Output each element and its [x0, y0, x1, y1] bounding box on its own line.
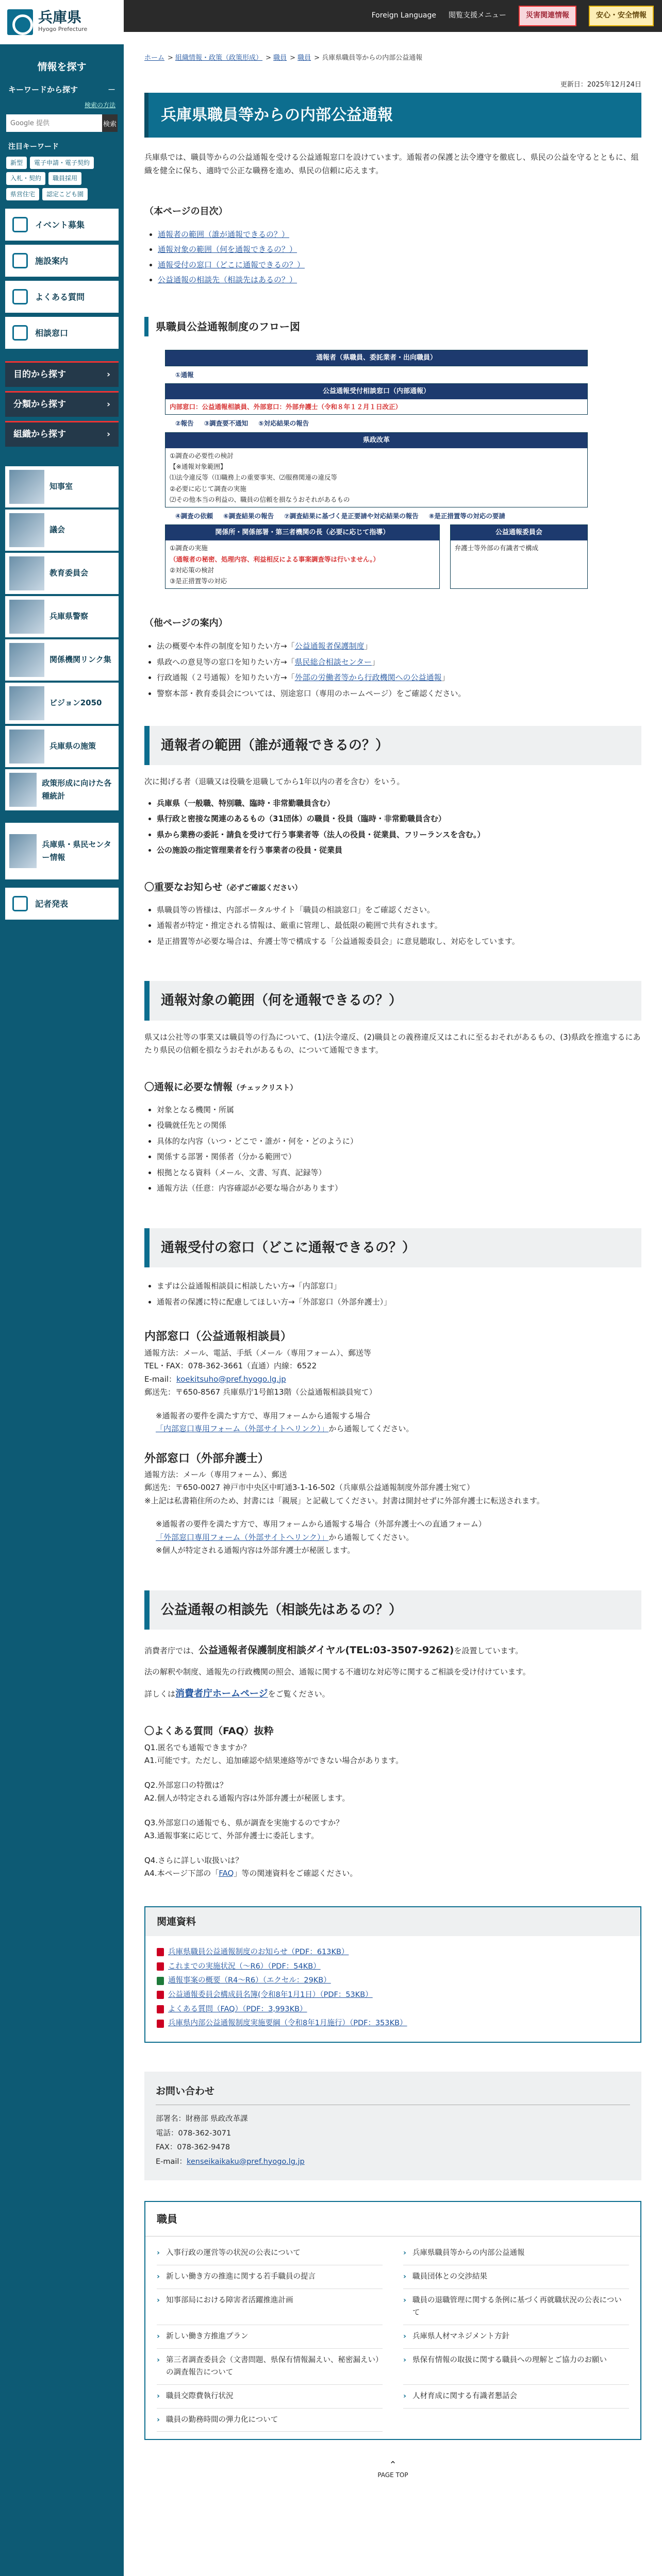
keyword-heading: 注目キーワード: [8, 143, 59, 151]
faq-answer: [144, 1867, 641, 1880]
checklist-item: • 対象となる機関・所属: [157, 1104, 641, 1117]
main: [124, 0, 662, 2576]
pdf-icon: [157, 1991, 164, 1999]
flow-line: ①調査の必要性の検討: [170, 451, 234, 460]
external-line: 郵送先：〒650-0027 神戸市中央区中町通3-1-16-502（兵庫県公益通報制度外部弁護士宛て）: [144, 1483, 475, 1493]
email-label: E-mail：: [156, 2157, 187, 2166]
flow-box-title: 公益通報委員会: [451, 525, 587, 540]
chevron-right-icon: ›: [106, 369, 110, 380]
faq-question: Q1.匿名でも通報できますか？: [144, 1742, 251, 1752]
other-item: [157, 640, 641, 653]
notice-title: 〇重要なお知らせ: [144, 881, 223, 893]
flow-arrow-label: ②報告: [175, 419, 194, 428]
link-label: 兵庫県・県民センター情報: [42, 839, 111, 862]
pdf-icon: [157, 1962, 164, 1971]
related-link[interactable]: › 兵庫県人材マネジメント方針: [403, 2325, 629, 2349]
page-top-label: PAGE TOP: [377, 2471, 408, 2479]
excel-icon: [157, 1977, 164, 1985]
consult-text: を設置しています。: [454, 1646, 523, 1656]
link-policy[interactable]: [5, 726, 119, 767]
flow-diagram: [165, 350, 588, 589]
checklist-title: 〇通報に必要な情報: [144, 1081, 233, 1093]
consult-line: [144, 1642, 641, 1658]
flow-box-body: 内部窓口：公益通報相談員、外部窓口：外部弁護士（令和８年１２月１日改正）: [170, 403, 402, 411]
faq-answer: A2.個人が特定される通報内容は外部弁護士が秘匿します。: [144, 1793, 350, 1803]
faq-answer-text: A4.本ページ下部の「: [144, 1869, 219, 1878]
consult-text: 詳しくは: [144, 1689, 176, 1699]
related-pages-heading: 職員: [145, 2202, 640, 2236]
contact-email-link[interactable]: kenseikaikaku@pref.hyogo.lg.jp: [186, 2157, 305, 2166]
flow-box-department: [165, 524, 440, 589]
window-item: • まずは公益通報相談員に相談したい方→「内部窓口」: [157, 1280, 641, 1293]
keyword-tag[interactable]: 認定こども園: [42, 188, 88, 200]
calendar-icon: [12, 217, 28, 232]
toc-link[interactable]: 通報受付の窓口（どこに通報できるの？）: [158, 260, 305, 269]
internal-form-link[interactable]: 「内部窓口専用フォーム（外部サイトへリンク）」: [156, 1424, 329, 1434]
link-label: 兵庫県警察: [49, 612, 89, 621]
link-label: 知事室: [49, 482, 73, 492]
internal-email-link[interactable]: koekitsuho@pref.hyogo.lg.jp: [176, 1374, 286, 1384]
link-assembly[interactable]: [5, 510, 119, 551]
flow-arrow-row: [165, 415, 588, 432]
flow-line: ⑴法令違反等（⑴職務上の重要事実、⑵服務関連の違反等: [170, 473, 338, 482]
section-heading: 通報受付の窓口（どこに通報できるの？）: [144, 1228, 641, 1267]
keyword-tag[interactable]: 職員採用: [48, 172, 81, 184]
checklist-heading: [144, 1079, 641, 1095]
internal-note: ※通報者の要件を満たす方で、専用フォームから通報する場合: [156, 1411, 371, 1420]
faq-answer: A3.通報事案に応じて、外部弁護士に委託します。: [144, 1831, 319, 1841]
contact-org: 部署名：財務部 県政改革課: [156, 2115, 248, 2124]
nav-organization[interactable]: [5, 421, 119, 447]
contact-tel: 電話：078-362-3071: [156, 2129, 231, 2138]
notice-item: • 是正措置等が必要な場合は、弁護士等で構成する「公益通報委員会」に意見聴取し、対応をしています。: [157, 935, 641, 948]
flow-line: ③是正措置等の対応: [170, 577, 227, 585]
nav-organization-label: 組織から探す: [13, 429, 66, 440]
doc-item[interactable]: [157, 1974, 629, 1987]
intro-text: 兵庫県では、職員等からの公益通報を受ける公益通報窓口を設けています。通報者の保護と法令遵守を徹底し、県民の公益を守るとともに、組織を健全に保ち、適時で公正な職務を進め、県民の信頼に応えます。: [144, 152, 639, 175]
other-link[interactable]: 外部の労働者等から行政機関への公益通報: [294, 673, 442, 682]
link-label: 教育委員会: [49, 568, 89, 578]
chevron-right-icon: ›: [106, 429, 110, 440]
section-lead: 県又は公社等の事業又は職員等の行為について、(1)法令違反、(2)職員との義務違反又はこれに至るおそれがあるもの、(3)県政を推進するにあたり県民の信頼を損なうおそれがあるもの、について通報できます。: [144, 1032, 641, 1055]
police-photo: [9, 600, 44, 634]
site-logo[interactable]: [0, 0, 124, 44]
statistics-photo: [9, 773, 37, 807]
email-label: E-mail：: [144, 1374, 177, 1384]
breadcrumb-item[interactable]: ホーム: [144, 54, 165, 62]
section-lead: 次に掲げる者（退職又は役職を退職してから1年以内の者を含む）をいう。: [144, 777, 405, 787]
nav-event[interactable]: [5, 209, 119, 241]
related-link[interactable]: › 第三者調査委員会（文書問題、県保有情報漏えい、秘密漏えい）の調査報告について: [157, 2349, 383, 2385]
faq-question: Q3.外部窓口の通報でも、県が調査を実施するのですか？: [144, 1818, 344, 1827]
flow-arrow-row: [165, 507, 588, 524]
other-link[interactable]: 公益通報者保護制度: [294, 641, 365, 651]
nav-purpose[interactable]: [5, 361, 119, 387]
related-link[interactable]: › 職員団体との交渉結果: [403, 2265, 629, 2289]
notice-item: • 通報者が特定・推定される情報は、厳重に管理し、最低限の範囲で共有されます。: [157, 919, 641, 933]
link-center[interactable]: [5, 823, 119, 879]
reporter-list: [157, 797, 641, 857]
external-line: 通報方法：メール（専用フォーム）、郵送: [144, 1469, 287, 1479]
related-link[interactable]: › 職員の勤務時間の弾力化について: [157, 2409, 383, 2432]
other-text: 法の概要や本件の制度を知りたい方→「: [157, 641, 295, 651]
doc-item[interactable]: [157, 2003, 629, 2016]
nav-label: よくある質問: [35, 292, 85, 302]
related-link[interactable]: › 兵庫県職員等からの内部公益通報: [403, 2242, 629, 2265]
reporter-item: • 兵庫県（一般職、特別職、臨時・非常勤職員含む）: [157, 797, 641, 810]
related-link[interactable]: › 職員交際費執行状況: [157, 2385, 383, 2409]
other-heading: （他ページの案内）: [144, 618, 228, 629]
doc-item[interactable]: [157, 1989, 629, 2002]
nav-category-label: 分類から探す: [13, 399, 66, 410]
disaster-button[interactable]: 災害関連情報: [519, 6, 576, 26]
faq-answer: A1.可能です。ただし、追加確認や結果連絡等ができない場合があります。: [144, 1756, 404, 1766]
flow-box-title: 関係所・関係部署・第三者機関の長（必要に応じて指導）: [166, 525, 439, 540]
doc-item[interactable]: [157, 2017, 629, 2030]
keyword-tag[interactable]: 入札・契約: [6, 172, 45, 184]
checklist: [157, 1104, 641, 1195]
faq-list: [144, 1741, 641, 1880]
flow-line: ⑵その他本当の利益の、職員の信頼を損なうおそれがあるもの: [170, 495, 350, 503]
doc-item[interactable]: [157, 1960, 629, 1973]
logo-text: 兵庫県: [38, 8, 82, 26]
internal-line: 通報方法：メール、電話、手紙（メール（専用フォーム）、郵送等: [144, 1348, 371, 1358]
nav-label: 施設案内: [35, 256, 69, 266]
nav-category[interactable]: [5, 391, 119, 417]
link-governor[interactable]: [5, 466, 119, 507]
faq-question: Q2.外部窓口の特徴は？: [144, 1780, 228, 1790]
keyword-search-label: キーワードから探す: [8, 85, 78, 95]
toc-link[interactable]: 通報対象の範囲（何を通報できるの？）: [158, 245, 297, 255]
assembly-photo: [9, 513, 44, 547]
consult-dial: 公益通報者保護制度相談ダイヤル(TEL:03-3507-9262): [198, 1645, 454, 1656]
flow-box-title: 通報者（県職員、委託業者・出向職員）: [166, 350, 587, 366]
flow-arrow-label: ⑥調査結果の報告: [223, 512, 274, 520]
keyword-list: [0, 157, 124, 209]
other-item: [157, 687, 641, 701]
breadcrumb-item[interactable]: 職員: [297, 54, 311, 62]
doc-link[interactable]: 通報事案の概要（R4～R6）（エクセル：29KB）: [168, 1976, 331, 1985]
link-label: 兵庫県の施策: [49, 741, 96, 751]
related-link[interactable]: › 人材育成に関する有識者懇話会: [403, 2385, 629, 2409]
logo-en: Hyogo Prefecture: [38, 25, 88, 32]
chevron-right-icon: ›: [106, 399, 110, 410]
internal-line: TEL・FAX：078-362-3661（直通）内線：6522: [144, 1361, 317, 1371]
pdf-icon: [157, 2005, 164, 2013]
related-link[interactable]: › 県保有情報の取扱に関する職員への理解とご協力のお願い: [403, 2349, 629, 2385]
flow-box-reporter: [165, 350, 588, 366]
keyword-tag[interactable]: 電子申請・電子契約: [30, 157, 94, 169]
question-icon: [12, 289, 28, 304]
map-photo: [9, 834, 37, 868]
top-bar: [124, 0, 662, 32]
other-text: 」: [371, 657, 379, 667]
link-label: ビジョン2050: [49, 698, 102, 708]
pdf-icon: [157, 1948, 164, 1956]
section-heading: 通報対象の範囲（何を通報できるの？）: [144, 981, 641, 1020]
link-education[interactable]: [5, 553, 119, 594]
contact-heading: お問い合わせ: [156, 2083, 630, 2105]
related-link[interactable]: › 職員の退職管理に関する条例に基づく再就職状況の公表について: [403, 2289, 629, 2325]
person-icon: [12, 325, 28, 341]
flow-arrow-label: ④調査の依頼: [175, 512, 213, 520]
toc-list: [158, 228, 641, 287]
consult-line: [144, 1686, 641, 1702]
link-label: 議会: [49, 525, 65, 535]
faq-question: Q4.さらに詳しい取扱いは？: [144, 1855, 243, 1865]
external-form-link[interactable]: 「外部窓口専用フォーム（外部サイトへリンク）」: [156, 1532, 329, 1542]
link-vision[interactable]: [5, 683, 119, 724]
flow-arrow-label: ⑦調査結果に基づく是正要請や対応結果の報告: [284, 512, 419, 520]
faq-answer-text: 」等の関連資料をご確認ください。: [234, 1869, 358, 1878]
flow-line: ②対応策の検討: [170, 566, 214, 574]
checklist-sub: （チェックリスト）: [233, 1083, 297, 1092]
related-pages-grid: [145, 2236, 640, 2439]
vision-photo: [9, 686, 44, 720]
internal-window-title: 内部窓口（公益通報相談員）: [144, 1330, 292, 1344]
nav-label: 相談窓口: [35, 328, 69, 338]
checklist-item: • 通報方法（任意：内容確認が必要な場合があります）: [157, 1182, 641, 1195]
reporter-item: • 公の施設の指定管理業者を行う事業者の役員・従業員: [157, 844, 641, 857]
flow-arrow-label: ③調査要不通知: [204, 419, 249, 428]
related-link[interactable]: › 新しい働き方の推進に関する若手職員の提言: [157, 2265, 383, 2289]
checklist-item: • 具体的な内容（いつ・どこで・誰が・何を・どのように）: [157, 1135, 641, 1148]
flow-box-committee: [450, 524, 588, 589]
flow-box-body: 弁護士等外部の有識者で構成: [454, 544, 539, 552]
breadcrumb-item[interactable]: 組織情報・政策（政策形成）: [175, 54, 263, 62]
updated-date: 更新日：2025年12月24日: [560, 81, 641, 89]
faq-link[interactable]: FAQ: [219, 1869, 234, 1878]
nav-faq[interactable]: [5, 281, 119, 313]
keyword-tag[interactable]: 県営住宅: [6, 188, 39, 200]
doc-link[interactable]: これまでの実施状況（～R6）（PDF：54KB）: [168, 1962, 321, 1971]
notice-sub: （必ずご確認ください）: [222, 884, 302, 892]
pdf-icon: [157, 2020, 164, 2028]
related-link[interactable]: › 新しい働き方推進プラン: [157, 2325, 383, 2349]
related-docs: [144, 1906, 641, 2043]
internal-email: [144, 1373, 641, 1386]
other-text: 」: [364, 641, 372, 651]
page-top-button[interactable]: [144, 2461, 641, 2480]
checklist-item: • 役職就任先との関係: [157, 1119, 641, 1132]
notice-heading: [144, 879, 641, 895]
flow-box-body: [166, 540, 439, 588]
flow-arrow-row: [165, 366, 588, 383]
other-text: 警察本部・教育委員会については、別途窓口（専用のホームページ）をご確認ください。: [157, 688, 466, 698]
reporter-item: • 県から業務の委託・請負を受けて行う事業者等（法人の役員・従業員、フリーランスを含む。）: [157, 828, 641, 842]
toc-heading: （本ページの目次）: [144, 206, 228, 217]
breadcrumb: ホーム > 組織情報・政策（政策形成） > 職員 > 職員 > 兵庫県職員等からの内部公益通報: [144, 54, 423, 62]
contact-box: [144, 2072, 641, 2180]
window-list: [157, 1280, 641, 1309]
consult-text: 法の解釈や制度、通報先の行政機関の照会、通報に関する不適切な対応等に関するご相談を受け付けています。: [144, 1667, 531, 1677]
sidebar-title: 情報を探す: [37, 61, 87, 73]
consult-text: 消費者庁では、: [144, 1646, 199, 1656]
search-input[interactable]: [6, 114, 102, 132]
search-form: [0, 114, 124, 138]
chevron-up-icon: ⌃: [389, 2460, 397, 2471]
external-note: ※個人が特定される通報内容は外部弁護士が秘匿します。: [156, 1546, 355, 1555]
link-statistics[interactable]: [5, 769, 119, 810]
external-note: から通報してください。: [328, 1532, 414, 1542]
nav-consult[interactable]: [5, 317, 119, 349]
sidebar: [0, 0, 124, 2576]
breadcrumb-current: 兵庫県職員等からの内部公益通報: [322, 54, 423, 62]
related-docs-heading: 関連資料: [145, 1907, 640, 1936]
other-link[interactable]: 県民総合相談センター: [294, 657, 372, 667]
toc-link[interactable]: 公益通報の相談先（相談先はあるの？）: [158, 275, 297, 285]
external-window: [144, 1449, 641, 1557]
flow-box-body: [166, 448, 587, 507]
link-related-org[interactable]: [5, 639, 119, 681]
access-menu-link[interactable]: 閲覧支援メニュー: [449, 11, 506, 20]
external-window-title: 外部窓口（外部弁護士）: [144, 1452, 270, 1465]
building-icon: [12, 253, 28, 268]
link-label: 記者発表: [35, 899, 69, 909]
related-org-photo: [9, 643, 44, 677]
education-photo: [9, 556, 44, 590]
section-heading: 通報者の範囲（誰が通報できるの？）: [144, 726, 641, 765]
other-item: [157, 671, 641, 685]
flow-line: 【※通報対象範囲】: [170, 463, 227, 471]
contact-fax: FAX：078-362-9478: [156, 2143, 230, 2152]
keyword-tag[interactable]: 新型: [6, 157, 27, 169]
nav-purpose-label: 目的から探す: [13, 369, 66, 380]
doc-item[interactable]: [157, 1946, 629, 1959]
related-link[interactable]: › 入事行政の運営等の状況の公表について: [157, 2242, 383, 2265]
checklist-item: • 関係する部署・関係者（分かる範囲で）: [157, 1150, 641, 1164]
link-label: 政策形成に向けた各種統計: [42, 778, 112, 801]
other-item: [157, 656, 641, 669]
search-button[interactable]: 検索: [102, 114, 118, 132]
nav-label: イベント募集: [35, 219, 85, 230]
other-list: [157, 640, 641, 700]
external-note: ※通報者の要件を満たす方で、専用フォームから通報する場合（外部弁護士への直通フォーム）: [156, 1519, 486, 1529]
press-icon: [12, 896, 28, 911]
keyword-search-toggle[interactable]: [0, 80, 124, 100]
faq-heading: 〇よくある質問（FAQ）抜粋: [144, 1725, 274, 1737]
internal-window: [144, 1327, 641, 1435]
minus-icon: －: [107, 85, 115, 95]
internal-note: から通報してください。: [328, 1424, 414, 1434]
checklist-item: • 根拠となる資料（メール、文書、写真、記録等）: [157, 1166, 641, 1180]
flow-line: ①調査の実施: [170, 544, 208, 552]
nav-facility[interactable]: [5, 245, 119, 277]
flow-box-reform: [165, 432, 588, 507]
policy-photo: [9, 730, 44, 764]
doc-list: [145, 1936, 640, 2042]
window-item: • 通報者の保護に特に配慮してほしい方→「外部窓口（外部弁護士）」: [157, 1296, 641, 1309]
related-pages: [144, 2201, 641, 2440]
external-line: ※上記は私書箱住所のため、封書には「親展」と記載してください。封書は開封せずに外部弁護士に転送されます。: [144, 1496, 544, 1505]
doc-link[interactable]: 公益通報委員会構成員名簿(令和8年1月1日）（PDF：53KB）: [168, 1991, 373, 1999]
other-text: 県政への意見等の窓口を知りたい方→「: [157, 657, 295, 667]
flow-box-desk: [165, 383, 588, 415]
doc-link[interactable]: 兵庫県職員公益通報制度のお知らせ（PDF：613KB）: [168, 1948, 349, 1957]
flow-arrow-label: ⑧是正措置等の対応の要請: [428, 512, 505, 520]
toc-link[interactable]: 通報者の範囲（誰が通報できるの？）: [158, 229, 290, 239]
other-text: 」: [441, 673, 450, 682]
consult-text: をご覧ください。: [268, 1689, 330, 1699]
notice-item: • 県職員等の皆様は、内部ポータルサイト「職員の相談窓口」をご確認ください。: [157, 904, 641, 917]
flow-arrow-label: ⑤対応結果の報告: [258, 419, 309, 428]
foreign-language-link[interactable]: Foreign Language: [371, 11, 436, 20]
link-press[interactable]: [5, 888, 119, 920]
hyogo-emblem-icon: [7, 9, 33, 35]
safety-button[interactable]: 安心・安全情報: [589, 6, 654, 26]
flow-heading: 県職員公益通報制度のフロー図: [144, 317, 641, 336]
caa-link[interactable]: 消費者庁ホームページ: [175, 1688, 268, 1699]
search-help-link[interactable]: 検索の方法: [84, 101, 115, 109]
other-text: 行政通報（２号通報）を知りたい方→「: [157, 673, 295, 682]
breadcrumb-item[interactable]: 職員: [273, 54, 287, 62]
doc-link[interactable]: 兵庫県内部公益通報制度実施要綱（令和8年1月施行）（PDF：353KB）: [168, 2019, 407, 2028]
flow-arrow-label: ①通報: [175, 370, 194, 379]
related-link[interactable]: › 知事部局における障害者活躍推進計画: [157, 2289, 383, 2325]
reporter-item: • 県行政と密接な関連のあるもの（31団体）の職員・役員（臨時・非常勤職員含む）: [157, 812, 641, 826]
page-title: 兵庫県職員等からの内部公益通報: [144, 93, 641, 138]
flow-line: （通報者の秘密、処理内容、利益相反による事案調査等は行いません。）: [170, 555, 380, 563]
notice-list: [157, 904, 641, 948]
flow-line: ②必要に応じて調査の実施: [170, 484, 246, 493]
doc-link[interactable]: よくある質問（FAQ）（PDF：3,993KB）: [168, 2005, 307, 2013]
flow-box-title: 県政改革: [166, 433, 587, 448]
governor-photo: [9, 470, 44, 504]
internal-address: 郵送先：〒650-8567 兵庫県庁1号館13階（公益通報相談員宛て）: [144, 1387, 377, 1397]
section-heading: 公益通報の相談先（相談先はあるの？）: [144, 1590, 641, 1630]
flow-box-title: 公益通報受付相談窓口（内部通報）: [166, 384, 587, 399]
link-police[interactable]: [5, 596, 119, 637]
link-label: 関係機関リンク集: [49, 655, 111, 665]
